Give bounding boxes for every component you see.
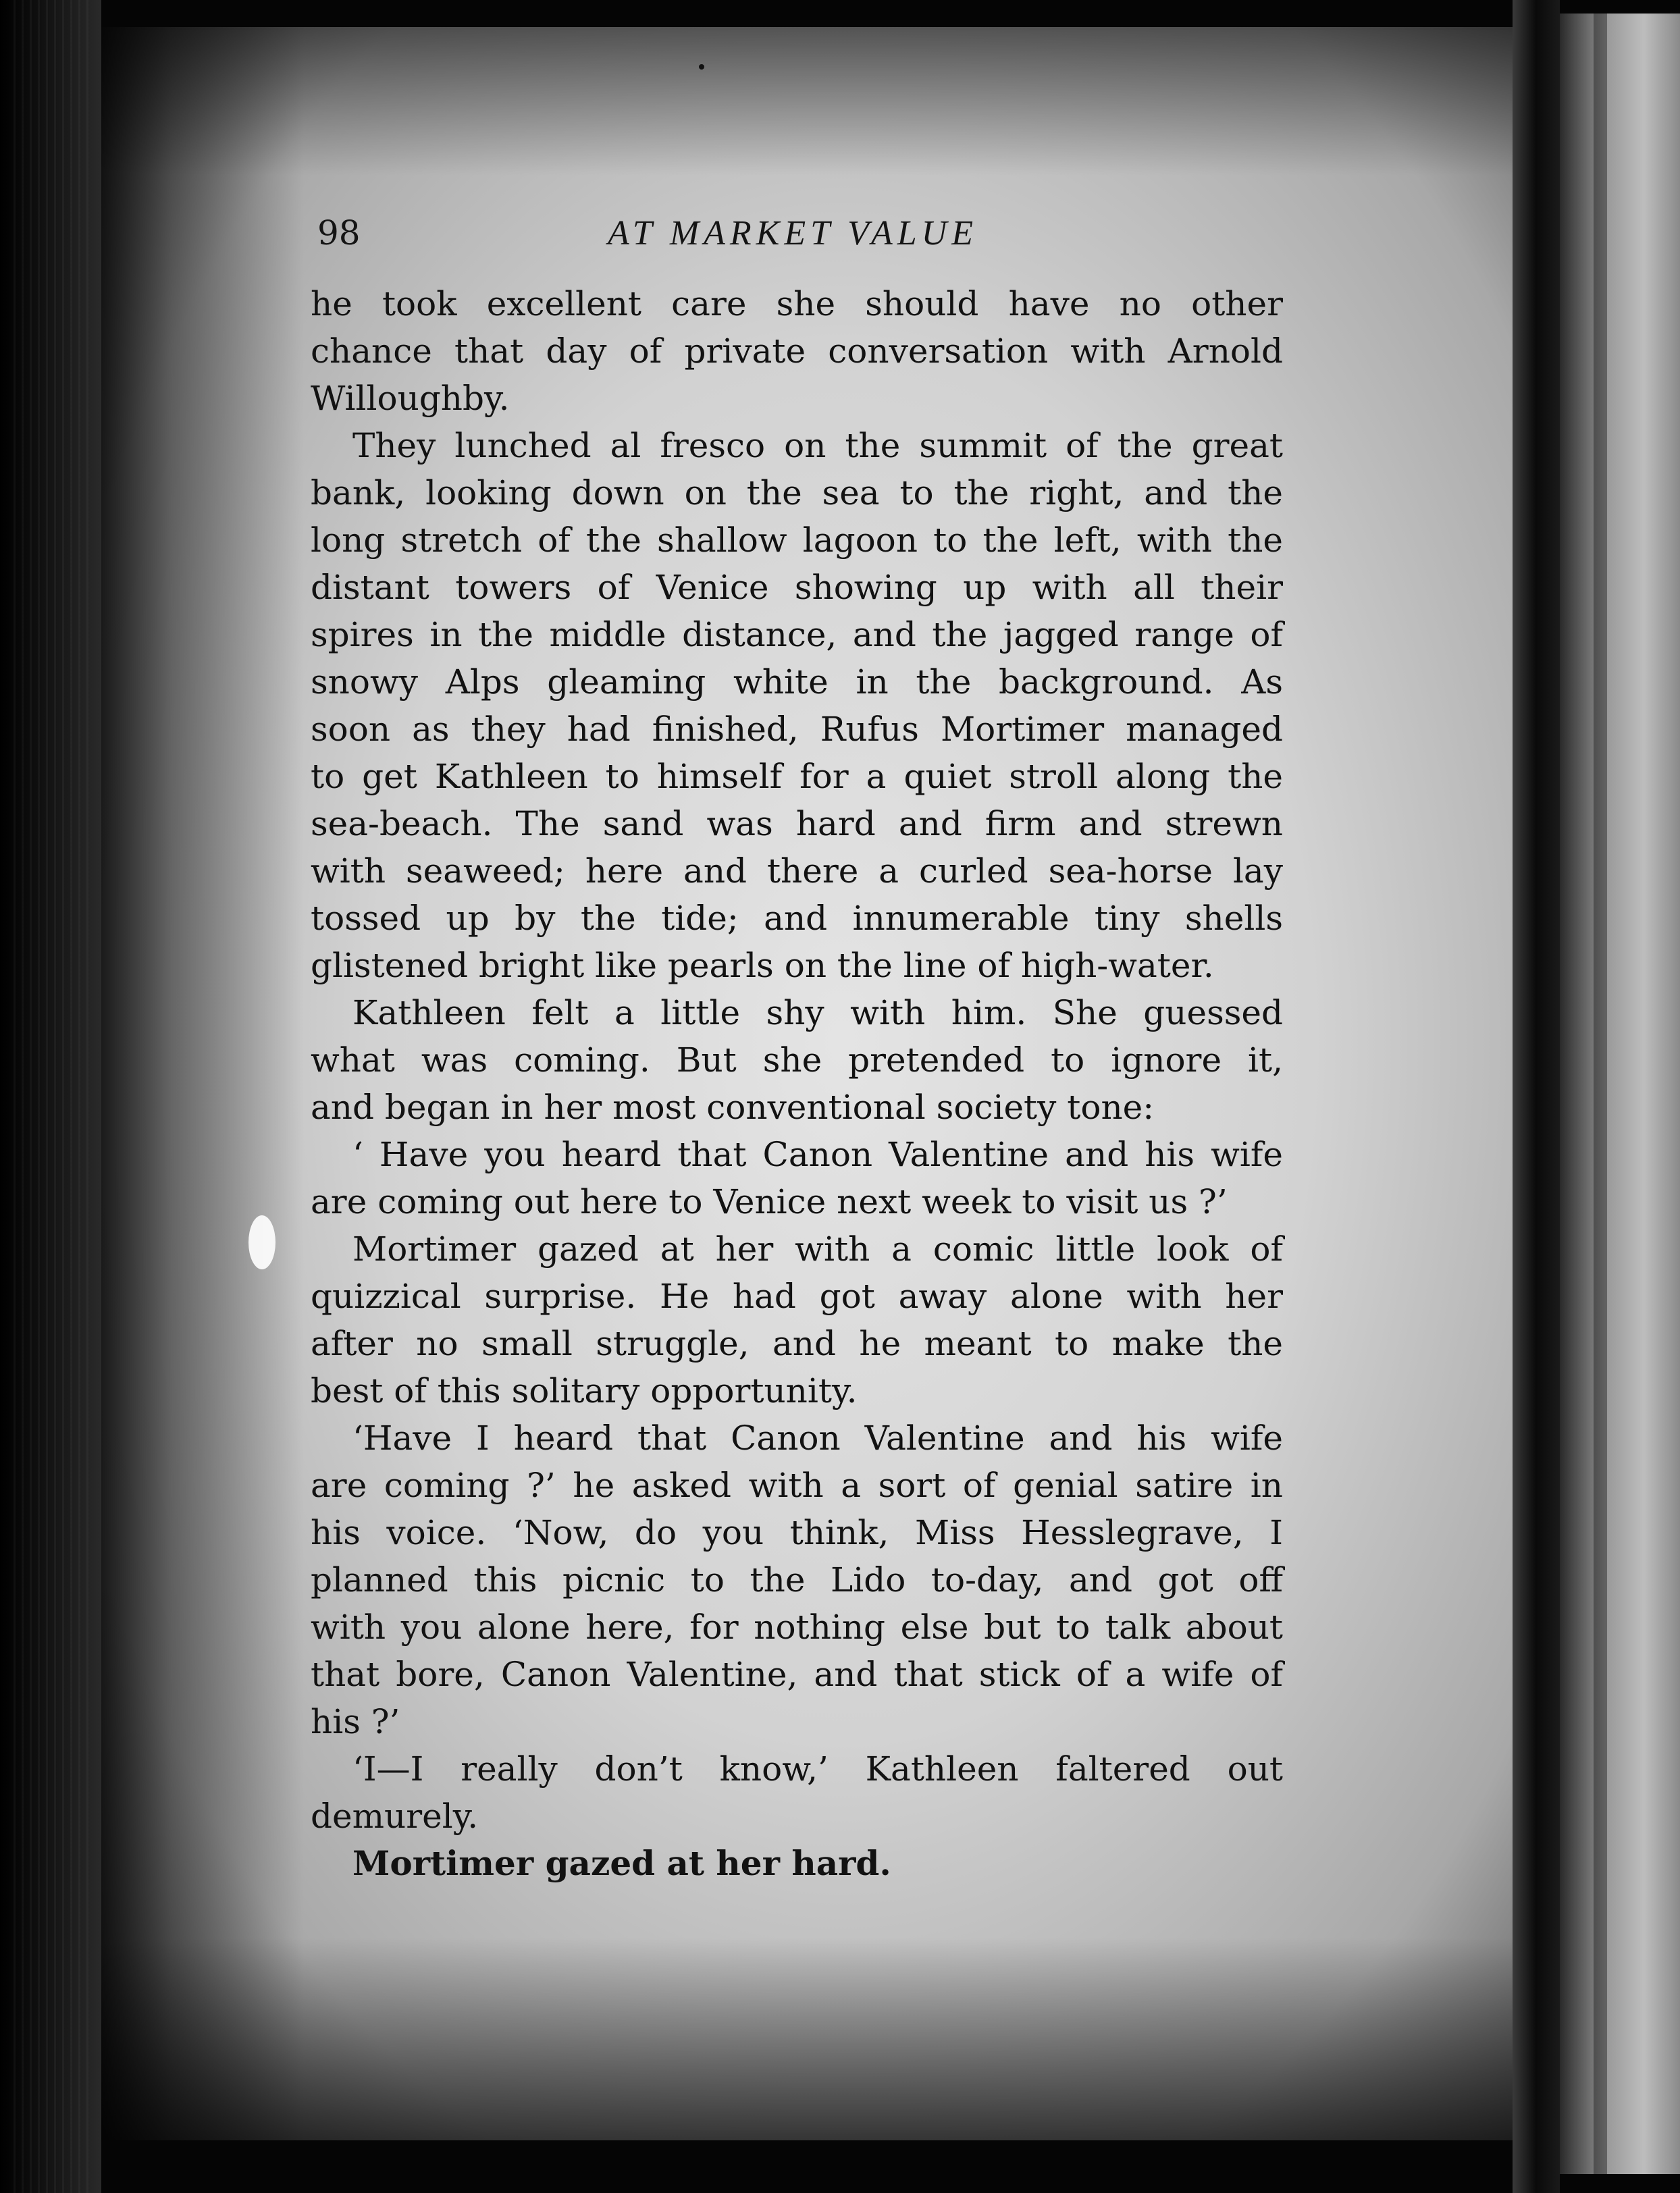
text-line: tossed up by the tide; and innumerable tiny shells xyxy=(311,899,1283,938)
facing-page-edge xyxy=(1560,14,1680,2174)
text-line: with seaweed; here and there a curled sea-horse lay xyxy=(311,851,1283,891)
text-line: Willoughby. xyxy=(311,379,510,418)
facing-page-shadow xyxy=(1594,14,1607,2174)
page-shadow-left xyxy=(101,27,304,2140)
text-line: ‘I—I really don’t know,’ Kathleen faltered out xyxy=(352,1749,1283,1789)
page-shadow-bottom xyxy=(101,1938,1526,2140)
text-line: quizzical surprise. He had got away alone with her xyxy=(311,1277,1283,1316)
page-shadow-top xyxy=(101,27,1526,176)
text-line: after no small struggle, and he meant to make the xyxy=(311,1324,1283,1363)
text-line: distant towers of Venice showing up with all their xyxy=(311,568,1283,607)
text-line: to get Kathleen to himself for a quiet stroll along the xyxy=(311,757,1283,796)
text-line: Kathleen felt a little shy with him. She guessed xyxy=(352,993,1283,1032)
text-line: snowy Alps gleaming white in the background. As xyxy=(311,662,1283,702)
book-gutter xyxy=(1513,0,1560,2193)
text-line: They lunched al fresco on the summit of the great xyxy=(352,426,1283,465)
scan-speck xyxy=(248,1215,275,1269)
text-line: long stretch of the shallow lagoon to the left, with the xyxy=(311,521,1283,560)
book-edge-pages xyxy=(14,0,95,2193)
text-line: demurely. xyxy=(311,1797,479,1836)
text-line: best of this solitary opportunity. xyxy=(311,1371,858,1410)
text-line: he took excellent care she should have no other xyxy=(311,284,1283,323)
text-line: his ?’ xyxy=(311,1702,400,1741)
text-line: glistened bright like pearls on the line of high-water. xyxy=(311,946,1214,985)
text-line: planned this picnic to the Lido to-day, and got off xyxy=(311,1560,1283,1600)
text-line: are coming ?’ he asked with a sort of genial satire in xyxy=(311,1466,1283,1505)
scan-speck xyxy=(699,64,704,70)
text-line: Mortimer gazed at her hard. xyxy=(352,1843,891,1883)
text-line: chance that day of private conversation with Arnold xyxy=(311,332,1283,371)
running-head: AT MARKET VALUE xyxy=(608,214,978,253)
page-header xyxy=(317,213,1290,261)
text-line: with you alone here, for nothing else but to talk about xyxy=(311,1608,1283,1647)
text-line: what was coming. But she pretended to ignore it, xyxy=(311,1040,1283,1080)
text-line: bank, looking down on the sea to the right, and the xyxy=(311,473,1283,512)
text-line: and began in her most conventional society tone: xyxy=(311,1088,1155,1127)
page-body-text xyxy=(311,280,1283,1887)
page-number: 98 xyxy=(317,213,361,253)
text-line: ‘Have I heard that Canon Valentine and his wife xyxy=(352,1419,1283,1458)
text-line: Mortimer gazed at her with a comic little look of xyxy=(352,1230,1283,1269)
text-line: sea-beach. The sand was hard and firm and strewn xyxy=(311,804,1283,843)
text-line: his voice. ‘Now, do you think, Miss Hesslegrave, I xyxy=(311,1513,1283,1552)
text-line: are coming out here to Venice next week to visit us ?’ xyxy=(311,1182,1228,1221)
text-line: spires in the middle distance, and the jagged range of xyxy=(311,615,1283,654)
text-line: that bore, Canon Valentine, and that stick of a wife of xyxy=(311,1655,1283,1694)
text-line: soon as they had finished, Rufus Mortimer managed xyxy=(311,710,1283,749)
text-line: ‘ Have you heard that Canon Valentine and his wife xyxy=(352,1135,1283,1174)
